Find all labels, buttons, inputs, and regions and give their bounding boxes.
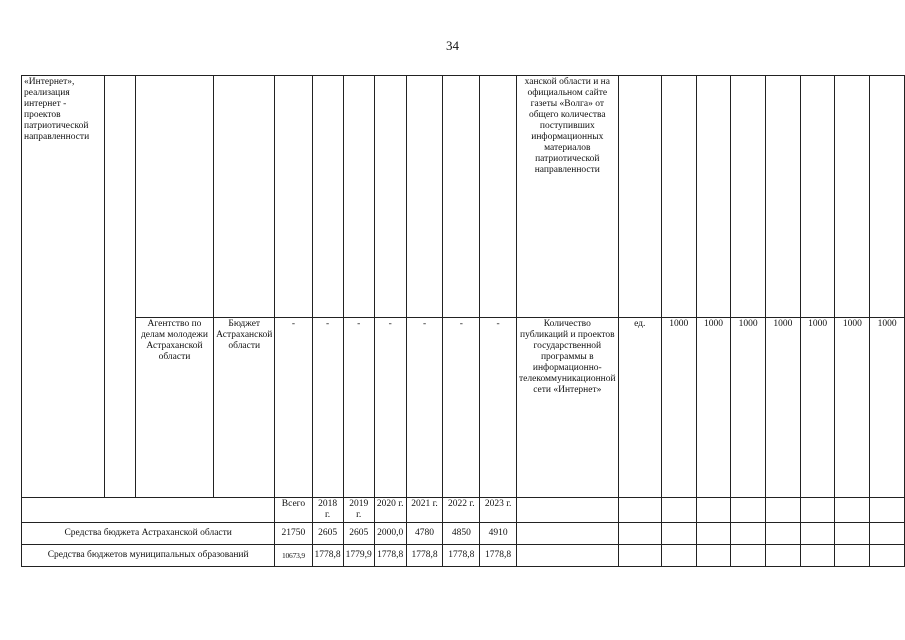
empty-cell: [696, 76, 731, 318]
table-row: [22, 318, 905, 498]
dash-cell: -: [312, 318, 343, 498]
empty-cell: [661, 523, 696, 545]
executor-cell: Агентство по делам молодежи Астраханской области: [135, 318, 213, 498]
header-year: 2019 г.: [343, 498, 374, 523]
indicator-cell: Количество публикаций и проектов государственной программы в информационно-телекоммуникационной сети «Интернет»: [517, 318, 619, 498]
budget-value: 1778,8: [374, 545, 406, 567]
value-cell: 1000: [766, 318, 801, 498]
empty-cell: [731, 523, 766, 545]
empty-cell: [800, 76, 835, 318]
empty-cell: [696, 523, 731, 545]
table-row: [22, 76, 905, 318]
empty-cell: [766, 545, 801, 567]
empty-cell: [214, 76, 275, 318]
dash-cell: -: [406, 318, 443, 498]
empty-cell: [618, 523, 661, 545]
empty-cell: [870, 498, 905, 523]
dash-cell: -: [343, 318, 374, 498]
unit-cell: ед.: [618, 318, 661, 498]
budget-value: 10673,9: [275, 545, 312, 567]
empty-cell: [800, 545, 835, 567]
empty-cell: [696, 498, 731, 523]
empty-cell: [661, 76, 696, 318]
budget-value: 1778,8: [312, 545, 343, 567]
empty-cell: [22, 498, 275, 523]
header-year: 2020 г.: [374, 498, 406, 523]
empty-cell: [374, 76, 406, 318]
empty-cell: [343, 76, 374, 318]
empty-cell: [618, 76, 661, 318]
empty-cell: [135, 76, 213, 318]
budget-label: Средства бюджета Астраханской области: [22, 523, 275, 545]
empty-cell: [835, 498, 870, 523]
empty-cell: [443, 76, 480, 318]
header-year: 2021 г.: [406, 498, 443, 523]
empty-cell: [696, 545, 731, 567]
empty-cell: [870, 523, 905, 545]
header-year: 2018 г.: [312, 498, 343, 523]
empty-cell: [105, 76, 136, 498]
empty-cell: [661, 498, 696, 523]
empty-cell: [870, 545, 905, 567]
value-cell: 1000: [870, 318, 905, 498]
dash-cell: -: [480, 318, 517, 498]
budget-value: 4850: [443, 523, 480, 545]
budget-value: 1778,8: [406, 545, 443, 567]
page-number: 34: [446, 38, 459, 53]
empty-cell: [731, 498, 766, 523]
value-cell: 1000: [835, 318, 870, 498]
header-year: 2022 г.: [443, 498, 480, 523]
budget-value: 1779,9: [343, 545, 374, 567]
program-table: [21, 75, 905, 567]
dash-cell: -: [374, 318, 406, 498]
empty-cell: [870, 76, 905, 318]
value-cell: 1000: [661, 318, 696, 498]
budget-value: 21750: [275, 523, 312, 545]
value-cell: 1000: [731, 318, 766, 498]
empty-cell: [480, 76, 517, 318]
empty-cell: [406, 76, 443, 318]
empty-cell: [800, 523, 835, 545]
budget-value: 2605: [343, 523, 374, 545]
empty-cell: [618, 545, 661, 567]
empty-cell: [835, 545, 870, 567]
empty-cell: [800, 498, 835, 523]
empty-cell: [517, 545, 619, 567]
budget-value: 2000,0: [374, 523, 406, 545]
budget-value: 2605: [312, 523, 343, 545]
empty-cell: [517, 498, 619, 523]
empty-cell: [517, 523, 619, 545]
header-total: Всего: [275, 498, 312, 523]
empty-cell: [618, 498, 661, 523]
dash-cell: -: [275, 318, 312, 498]
budget-value: 4910: [480, 523, 517, 545]
indicator-cell: ханской области и на официальном сайте газеты «Волга» от общего количества поступивших информационных материалов патриотической направленности: [517, 76, 619, 318]
empty-cell: [766, 76, 801, 318]
empty-cell: [731, 545, 766, 567]
empty-cell: [835, 76, 870, 318]
dash-cell: -: [443, 318, 480, 498]
budget-row: [22, 545, 905, 567]
value-cell: 1000: [696, 318, 731, 498]
funding-source-cell: Бюджет Астраханской области: [214, 318, 275, 498]
budget-value: 4780: [406, 523, 443, 545]
empty-cell: [731, 76, 766, 318]
budget-value: 1778,8: [480, 545, 517, 567]
empty-cell: [661, 545, 696, 567]
empty-cell: [312, 76, 343, 318]
budget-row: [22, 523, 905, 545]
header-year: 2023 г.: [480, 498, 517, 523]
value-cell: 1000: [800, 318, 835, 498]
budget-value: 1778,8: [443, 545, 480, 567]
empty-cell: [766, 498, 801, 523]
empty-cell: [275, 76, 312, 318]
activity-name-cell: «Интернет», реализация интернет - проектов патриотической направленности: [22, 76, 105, 498]
budget-label: Средства бюджетов муниципальных образований: [22, 545, 275, 567]
empty-cell: [766, 523, 801, 545]
totals-header-row: [22, 498, 905, 523]
empty-cell: [835, 523, 870, 545]
